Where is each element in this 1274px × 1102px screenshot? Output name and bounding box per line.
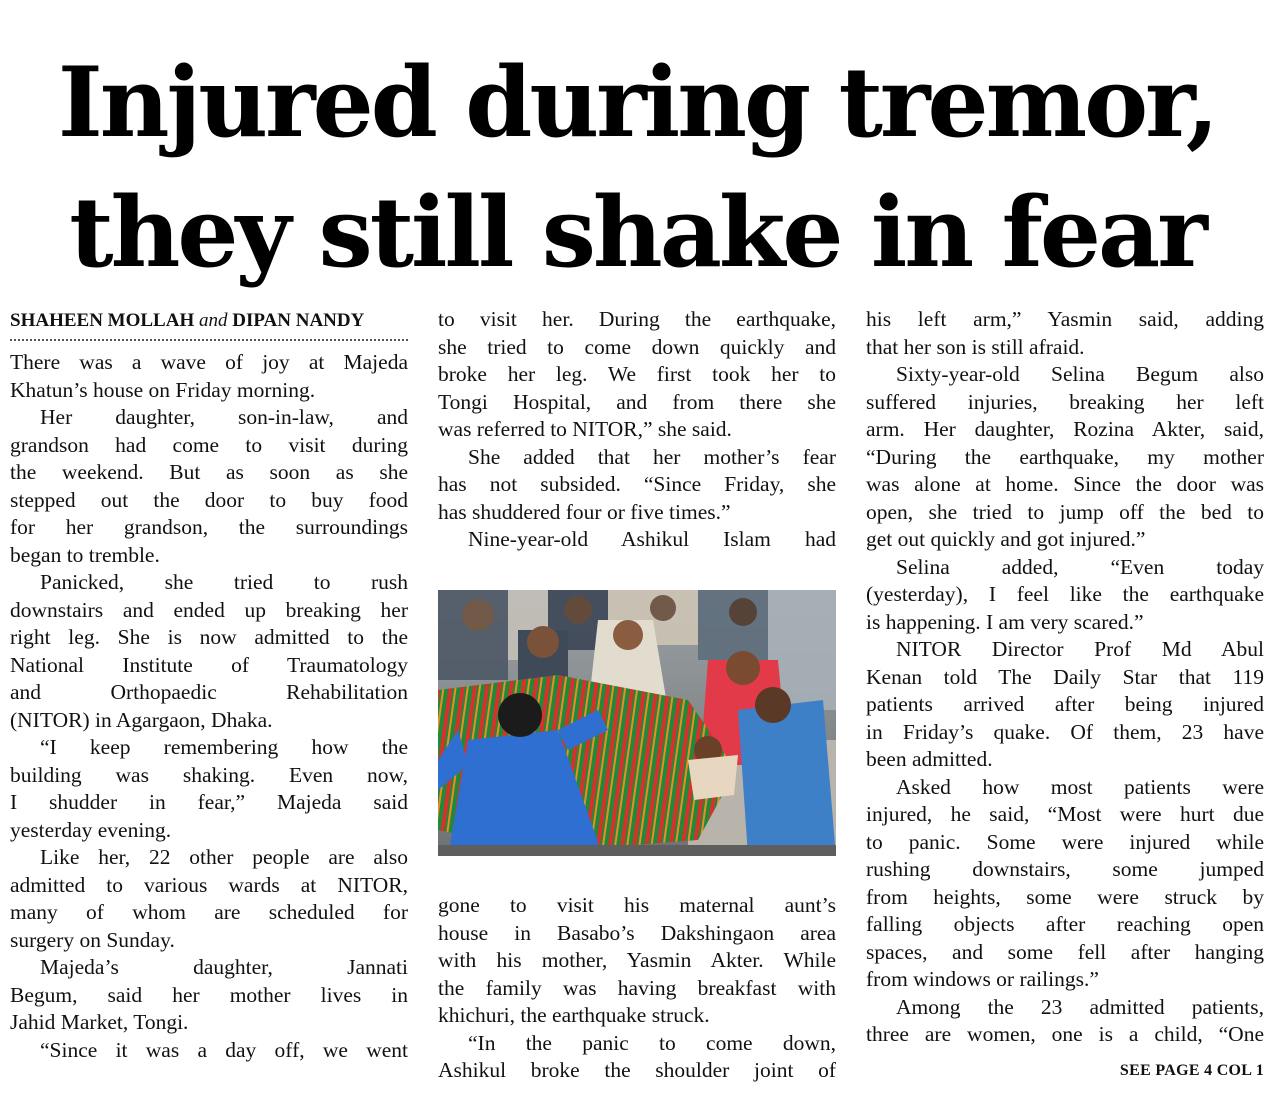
- byline-author-1: SHAHEEN MOLLAH: [10, 310, 195, 331]
- text-line: downstairs and ended up breaking her: [10, 597, 408, 622]
- text-line: she tried to come down quickly and: [438, 334, 836, 359]
- byline-divider: [10, 339, 408, 341]
- headline-line-1: Injured during tremor,: [57, 46, 1217, 159]
- text-line: injured, he said, “Most were hurt due: [866, 802, 1264, 826]
- column-2-body-bottom: [438, 892, 836, 1085]
- text-line: Sixty-year-old Selina Begum also: [896, 362, 1264, 386]
- text-line: for her grandson, the surroundings: [10, 515, 408, 539]
- headline: [10, 38, 1264, 298]
- byline: [10, 306, 408, 336]
- text-line: to panic. Some were injured while: [866, 829, 1264, 854]
- column-2: [438, 306, 836, 554]
- text-line: the weekend. But as soon as she: [10, 460, 408, 484]
- text-line: (NITOR) in Agargaon, Dhaka.: [10, 707, 273, 732]
- byline-conjunction: and: [198, 310, 228, 331]
- text-line: and Orthopaedic Rehabilitation: [10, 680, 408, 704]
- column-2-continued: [438, 892, 836, 1085]
- text-line: She added that her mother’s fear: [468, 444, 836, 469]
- text-line: has not subsided. “Since Friday, she: [438, 472, 836, 496]
- text-line: “Since it was a day off, we went: [40, 1037, 408, 1062]
- text-line: Kenan told The Daily Star that 119: [866, 664, 1264, 689]
- text-line: Majeda’s daughter, Jannati: [40, 955, 408, 979]
- text-line: building was shaking. Even now,: [10, 762, 408, 787]
- text-line: Her daughter, son-in-law, and: [40, 405, 408, 429]
- text-line: that her son is still afraid.: [866, 334, 1085, 359]
- text-line: broke her leg. We first took her to: [438, 362, 836, 386]
- text-line: get out quickly and got injured.”: [866, 527, 1146, 551]
- text-line: patients arrived after being injured: [866, 692, 1264, 716]
- text-line: falling objects after reaching open: [866, 912, 1264, 936]
- column-2-body-top: [438, 306, 836, 554]
- text-line: was referred to NITOR,” she said.: [438, 417, 732, 441]
- column-3-body: [866, 306, 1264, 1049]
- text-line: “In the panic to come down,: [468, 1030, 836, 1055]
- text-line: is happening. I am very scared.”: [866, 609, 1144, 634]
- text-line: surgery on Sunday.: [10, 927, 175, 952]
- text-line: with his mother, Yasmin Akter. While: [438, 948, 836, 972]
- text-line: in Friday’s quake. Of them, 23 have: [866, 719, 1264, 744]
- text-line: “During the earthquake, my mother: [866, 444, 1264, 469]
- text-line: arm. Her daughter, Rozina Akter, said,: [866, 417, 1264, 441]
- text-line: (yesterday), I feel like the earthquake: [866, 582, 1264, 606]
- text-line: has shuddered four or five times.”: [438, 499, 731, 524]
- text-line: Ashikul broke the shoulder joint of: [438, 1058, 836, 1082]
- text-line: Asked how most patients were: [896, 774, 1264, 799]
- text-line: There was a wave of joy at Majeda: [10, 350, 408, 374]
- text-line: khichuri, the earthquake struck.: [438, 1003, 710, 1027]
- text-line: his left arm,” Yasmin said, adding: [866, 307, 1264, 331]
- text-line: Among the 23 admitted patients,: [896, 994, 1264, 1019]
- text-line: I shudder in fear,” Majeda said: [10, 790, 408, 814]
- column-3: [866, 306, 1264, 1049]
- text-line: admitted to various wards at NITOR,: [10, 872, 408, 897]
- text-line: house in Basabo’s Dakshingaon area: [438, 920, 836, 945]
- byline-author-2: DIPAN NANDY: [232, 310, 365, 331]
- text-line: Begum, said her mother lives in: [10, 982, 408, 1007]
- jump-line[interactable]: SEE PAGE 4 COL 1: [1119, 1062, 1264, 1079]
- text-line: was alone at home. Since the door was: [866, 472, 1264, 496]
- column-1-body: [10, 349, 408, 1064]
- text-line: to visit her. During the earthquake,: [438, 307, 836, 331]
- text-line: spaces, and some fell after hanging: [866, 939, 1264, 964]
- text-line: National Institute of Traumatology: [10, 652, 408, 677]
- text-line: open, she tried to jump off the bed to: [866, 499, 1264, 524]
- text-line: “I keep remembering how the: [40, 735, 408, 759]
- news-photo: [438, 590, 836, 856]
- headline-line-2: they still shake in fear: [69, 176, 1205, 289]
- text-line: Tongi Hospital, and from there she: [438, 389, 836, 414]
- text-line: three are women, one is a child, “One: [866, 1022, 1264, 1046]
- text-line: Selina added, “Even today: [896, 554, 1264, 579]
- text-line: stepped out the door to buy food: [10, 487, 408, 512]
- text-line: gone to visit his maternal aunt’s: [438, 893, 836, 917]
- text-line: Like her, 22 other people are also: [40, 845, 408, 869]
- text-line: Panicked, she tried to rush: [40, 570, 408, 594]
- text-line: from windows or railings.”: [866, 967, 1099, 991]
- text-line: Khatun’s house on Friday morning.: [10, 377, 316, 402]
- text-line: many of whom are scheduled for: [10, 900, 408, 924]
- text-line: began to tremble.: [10, 542, 160, 567]
- text-line: NITOR Director Prof Md Abul: [896, 637, 1264, 661]
- text-line: from heights, some were struck by: [866, 884, 1264, 909]
- column-1: [10, 306, 408, 1064]
- text-line: the family was having breakfast with: [438, 975, 836, 1000]
- text-line: rushing downstairs, some jumped: [866, 857, 1264, 881]
- text-line: right leg. She is now admitted to the: [10, 625, 408, 649]
- text-line: been admitted.: [866, 747, 993, 771]
- text-line: yesterday evening.: [10, 817, 172, 842]
- text-line: grandson had come to visit during: [10, 432, 408, 457]
- text-line: Jahid Market, Tongi.: [10, 1010, 189, 1034]
- text-line: suffered injuries, breaking her left: [866, 389, 1264, 414]
- text-line: Nine-year-old Ashikul Islam had: [468, 527, 836, 551]
